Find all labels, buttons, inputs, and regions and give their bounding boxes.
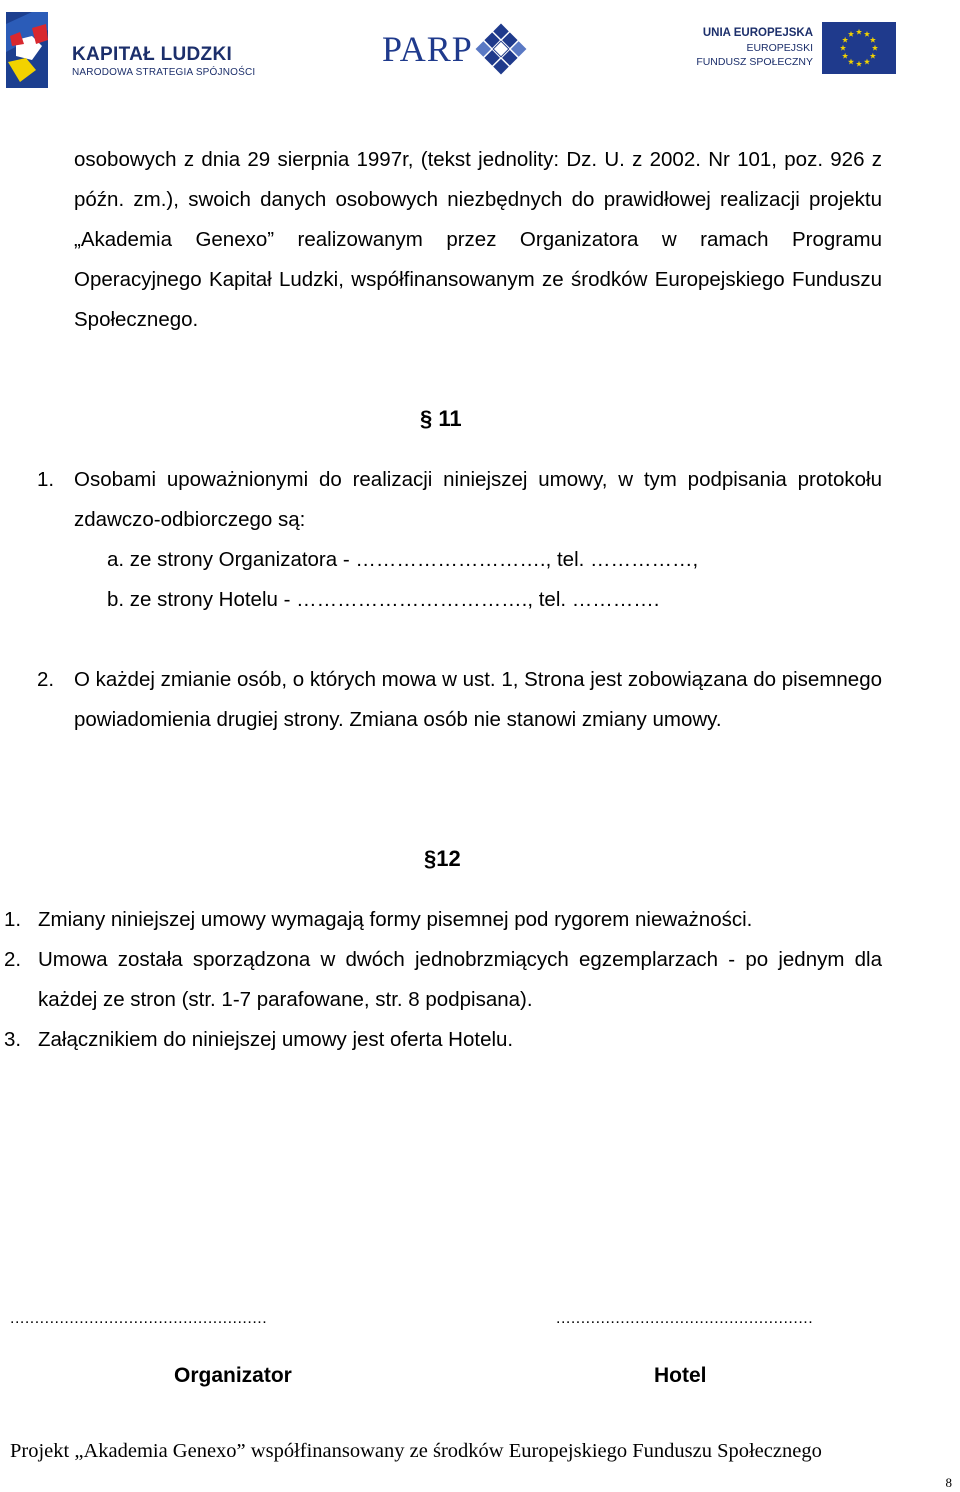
s11-item-2-number: 2.	[37, 668, 55, 691]
s12-item-2-text: Umowa została sporządzona w dwóch jednobrzmiących egzemplarzach - po jednym dla każdej ze stron (str. 1-7 parafowane, str. 8 podpisana).	[38, 948, 882, 1011]
eu-line-2: EUROPEJSKI	[746, 42, 813, 54]
parp-logo	[382, 20, 532, 80]
s12-item-1-text: Zmiany niniejszej umowy wymagają formy pisemnej pod rygorem nieważności.	[38, 908, 753, 931]
s11-item-1-number: 1.	[37, 468, 55, 491]
s11-sub-item-a: a. ze strony Organizatora - ………………………., tel. ……………,	[107, 548, 699, 571]
s12-item-3-number: 3.	[4, 1028, 22, 1051]
s11-item-2-text: O każdej zmianie osób, o których mowa w ust. 1, Strona jest zobowiązana do pisemnego powiadomienia drugiej strony. Zmiana osób nie stanowi zmiany umowy.	[74, 668, 882, 731]
s12-item-3-text: Załącznikiem do niniejszej umowy jest oferta Hotelu.	[38, 1028, 514, 1051]
kapital-ludzki-emblem-icon	[2, 10, 66, 90]
eu-flag-icon	[822, 22, 896, 74]
kapital-ludzki-logo	[2, 10, 256, 90]
s12-item-2-number: 2.	[4, 948, 22, 971]
signature-line-hotel: ....................................................	[556, 1310, 814, 1327]
s11-item-1-text: Osobami upoważnionymi do realizacji niniejszej umowy, w tym podpisania protokołu zdawczo-odbiorczego są:	[74, 468, 882, 531]
section-11-heading: § 11	[420, 406, 462, 431]
signature-label-organizer: Organizator	[174, 1364, 292, 1387]
eu-logo	[696, 22, 897, 82]
s11-sub-item-b: b. ze strony Hotelu - ……………………………., tel. ………….	[107, 588, 660, 611]
s12-item-1-number: 1.	[4, 908, 22, 931]
eu-line-3: FUNDUSZ SPOŁECZNY	[696, 56, 813, 68]
footer-project-note: Projekt „Akademia Genexo” współfinansowany ze środków Europejskiego Funduszu Społecznego	[10, 1440, 822, 1462]
kapital-ludzki-title: KAPITAŁ LUDZKI	[72, 44, 233, 65]
parp-logo-text: PARP	[382, 29, 473, 69]
kapital-ludzki-subtitle: NARODOWA STRATEGIA SPÓJNOŚCI	[72, 67, 256, 78]
signature-label-hotel: Hotel	[654, 1364, 707, 1387]
signature-line-organizer: ....................................................	[10, 1310, 268, 1327]
intro-paragraph: osobowych z dnia 29 sierpnia 1997r, (tekst jednolity: Dz. U. z 2002. Nr 101, poz. 926 z późn. zm.), swoich danych osobowych niezbędnych do prawidłowej realizacji projektu „Akademia Genexo” realizowanym przez Organizatora w ramach Programu Operacyjnego Kapitał Ludzki, współfinansowanym ze środków Europejskiego Funduszu Społecznego.	[74, 148, 882, 331]
eu-line-1: UNIA EUROPEJSKA	[702, 27, 813, 39]
section-12-heading: §12	[424, 846, 461, 871]
parp-diamond-icon	[474, 22, 528, 76]
page-number: 8	[945, 1475, 952, 1490]
